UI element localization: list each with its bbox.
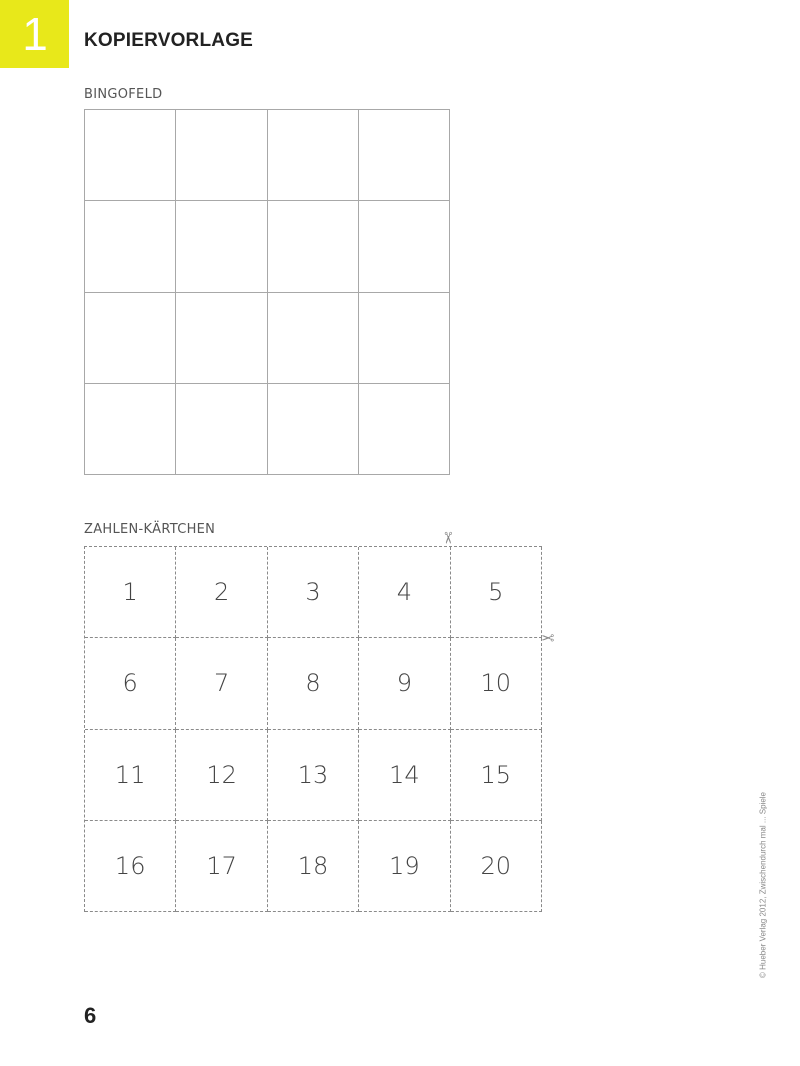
number-card: 7: [176, 638, 267, 729]
page-title: KOPIERVORLAGE: [84, 30, 254, 51]
number-card: 19: [359, 821, 450, 912]
number-card: 11: [85, 730, 176, 821]
number-card: 20: [451, 821, 542, 912]
bingo-cell: [176, 110, 267, 201]
bingo-cell: [359, 110, 450, 201]
number-card: 1: [85, 547, 176, 638]
number-card: 2: [176, 547, 267, 638]
bingo-cell: [268, 293, 359, 384]
bingo-section-label: BINGOFELD: [84, 87, 163, 102]
bingo-cell: [359, 293, 450, 384]
number-card: 10: [451, 638, 542, 729]
number-card: 4: [359, 547, 450, 638]
bingo-cell: [359, 201, 450, 292]
number-cards-grid: [84, 546, 542, 912]
number-card: 17: [176, 821, 267, 912]
chapter-number: 1: [22, 8, 47, 60]
number-card: 12: [176, 730, 267, 821]
number-card: 13: [268, 730, 359, 821]
number-card: 15: [451, 730, 542, 821]
bingo-cell: [85, 201, 176, 292]
bingo-cell: [268, 384, 359, 475]
bingo-cell: [359, 384, 450, 475]
chapter-number-badge: [0, 0, 69, 68]
number-card: 16: [85, 821, 176, 912]
number-card: 14: [359, 730, 450, 821]
number-card: 8: [268, 638, 359, 729]
bingo-cell: [85, 384, 176, 475]
number-cards-section-label: ZAHLEN-KÄRTCHEN: [84, 522, 216, 537]
number-card: 5: [451, 547, 542, 638]
copyright-notice: © Hueber Verlag 2012, Zwischendurch mal ... Spiele: [758, 792, 768, 978]
bingo-cell: [85, 293, 176, 384]
scissors-icon: ✂: [541, 628, 555, 647]
page-number: 6: [84, 1003, 97, 1028]
number-card: 18: [268, 821, 359, 912]
bingo-cell: [268, 201, 359, 292]
bingo-cell: [176, 201, 267, 292]
bingo-cell: [176, 293, 267, 384]
bingo-cell: [176, 384, 267, 475]
number-card: 3: [268, 547, 359, 638]
bingo-cell: [85, 110, 176, 201]
bingo-grid: [84, 109, 450, 475]
number-card: 6: [85, 638, 176, 729]
scissors-icon: ✂: [438, 531, 458, 545]
bingo-cell: [268, 110, 359, 201]
number-card: 9: [359, 638, 450, 729]
